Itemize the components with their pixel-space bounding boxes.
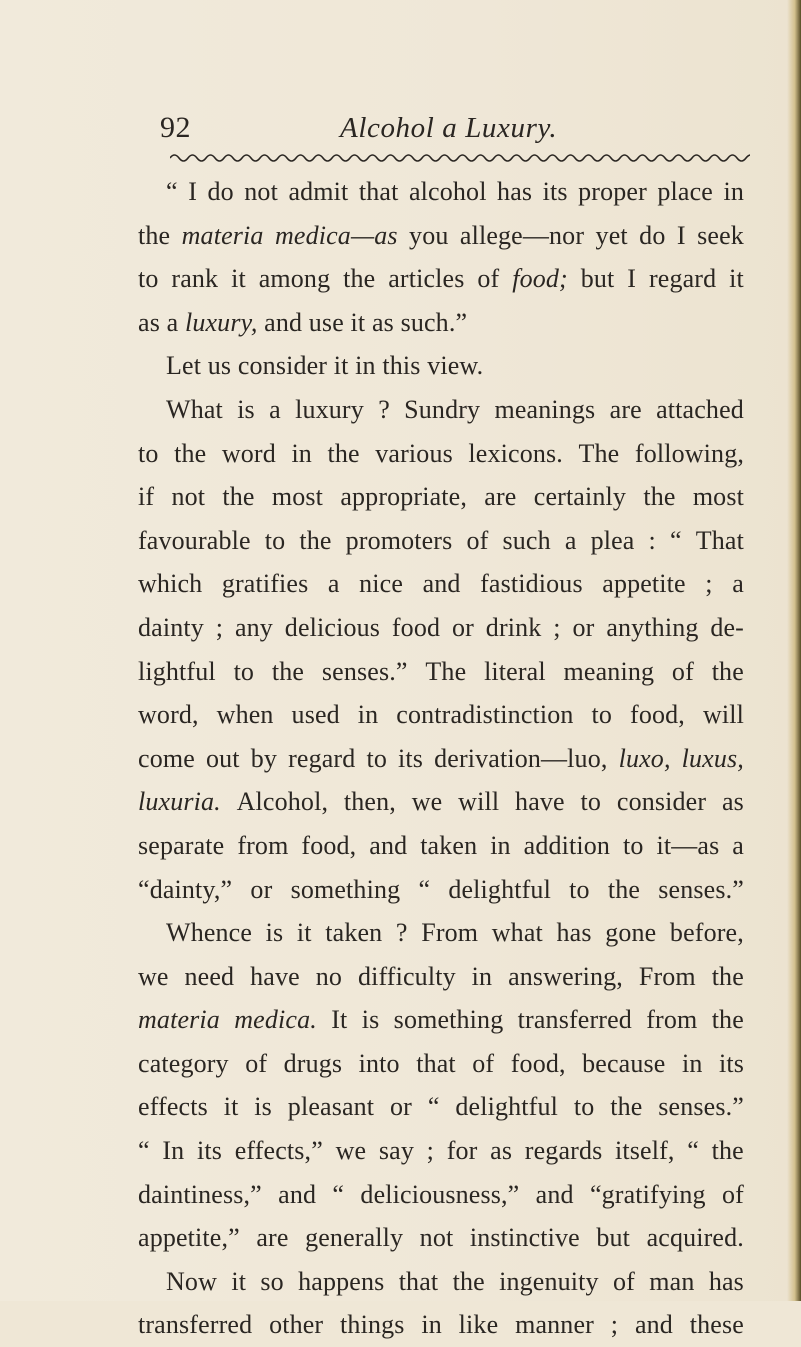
text-line: if not the most appropriate, are certainly the most	[138, 482, 744, 512]
text-line: we need have no difficulty in answering, From the	[138, 961, 744, 991]
text-line: word, when used in contradistinction to food, will	[138, 700, 744, 730]
text-line: materia medica. It is something transferred from the	[138, 1005, 744, 1035]
text-line: separate from food, and taken in addition to it—as a	[138, 830, 744, 860]
page-number: 92	[160, 111, 191, 144]
text-line: luxuria. Alcohol, then, we will have to consider as	[138, 787, 744, 817]
text-line: Let us consider it in this view.	[166, 351, 484, 381]
text-line: daintiness,” and “ deliciousness,” and “gratifying of	[138, 1179, 744, 1209]
text-line: Now it so happens that the ingenuity of man has	[166, 1266, 744, 1296]
page-edge-shadow	[787, 0, 801, 1301]
page-header	[160, 108, 740, 148]
text-line: which gratifies a nice and fastidious appetite ; a	[138, 569, 744, 599]
text-line: the materia medica—as you allege—nor yet do I seek	[138, 220, 744, 250]
text-line: “dainty,” or something “ delightful to the senses.”	[138, 874, 744, 904]
text-line: “ In its effects,” we say ; for as regards itself, “ the	[138, 1136, 744, 1166]
text-line: effects it is pleasant or “ delightful to the senses.”	[138, 1092, 744, 1122]
running-title: Alcohol a Luxury.	[340, 112, 558, 144]
text-line: dainty ; any delicious food or drink ; or anything de-	[138, 612, 744, 642]
text-line: “ I do not admit that alcohol has its proper place in	[166, 177, 744, 206]
wavy-rule-ornament	[170, 152, 750, 164]
text-line: lightful to the senses.” The literal meaning of the	[138, 656, 744, 686]
text-line: transferred other things in like manner ; and these	[138, 1310, 744, 1340]
text-line: come out by regard to its derivation—luo, luxo, luxus,	[138, 743, 744, 773]
text-line: as a luxury, and use it as such.”	[138, 307, 468, 337]
text-line: to rank it among the articles of food; but I regard it	[138, 264, 744, 294]
text-line: favourable to the promoters of such a plea : “ That	[138, 525, 744, 555]
text-line: to the word in the various lexicons. The following,	[138, 438, 744, 468]
text-line: category of drugs into that of food, because in its	[138, 1048, 744, 1078]
text-line: What is a luxury ? Sundry meanings are attached	[166, 394, 744, 424]
text-line: appetite,” are generally not instinctive but acquired.	[138, 1223, 744, 1253]
body-text	[138, 170, 744, 1347]
text-line: Whence is it taken ? From what has gone before,	[166, 918, 744, 948]
